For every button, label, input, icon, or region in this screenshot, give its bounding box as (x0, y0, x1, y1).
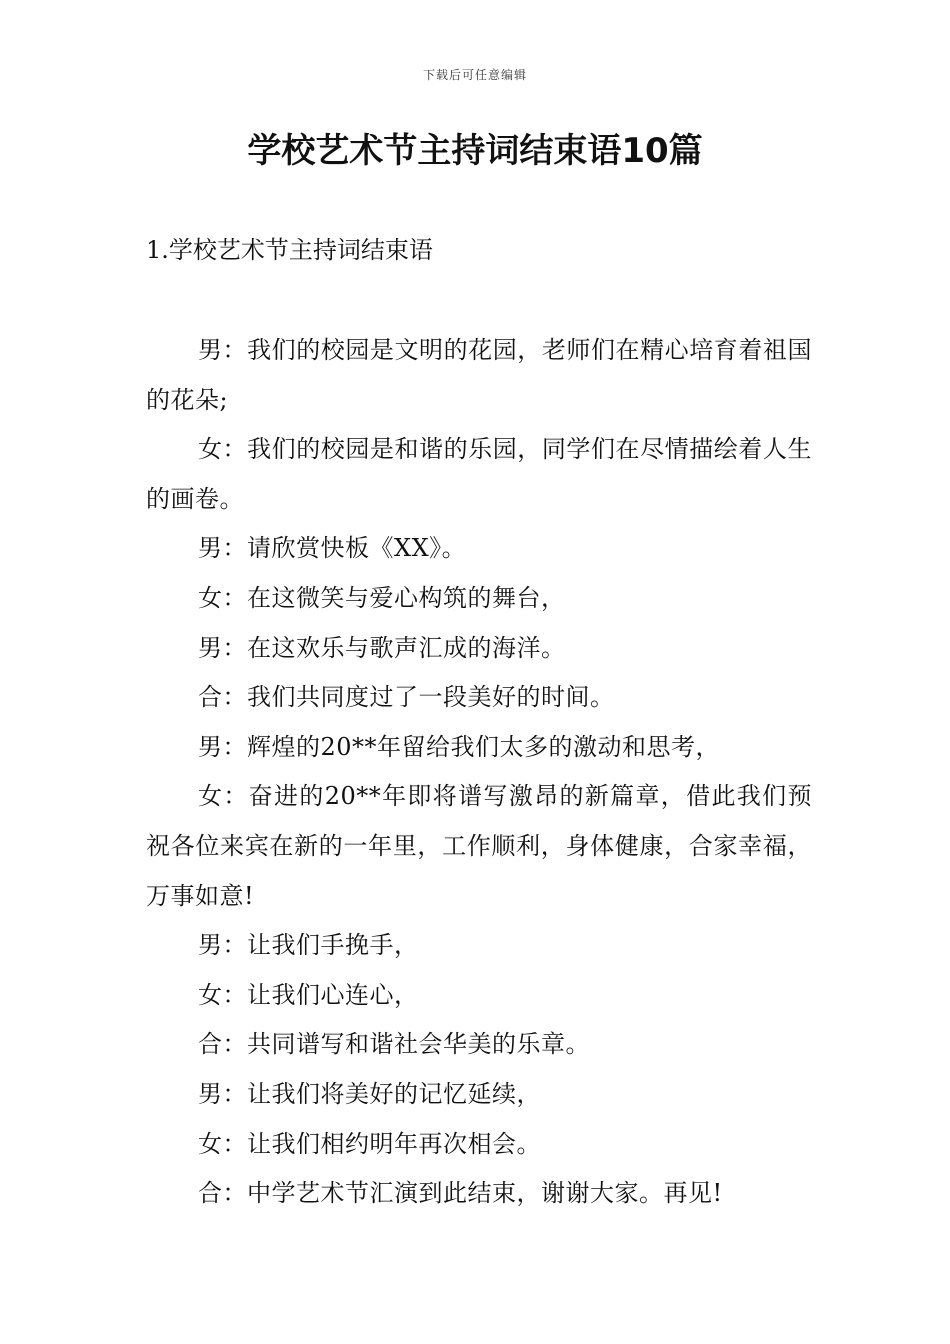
paragraph: 男：我们的校园是文明的花园，老师们在精心培育着祖国的花朵; (146, 336, 812, 414)
paragraph: 合：我们共同度过了一段美好的时间。 (198, 683, 615, 712)
paragraph: 合：中学艺术节汇演到此结束，谢谢大家。再见! (198, 1179, 723, 1208)
paragraph: 男：让我们手挽手， (198, 931, 419, 960)
paragraph: 女：让我们相约明年再次相会。 (198, 1129, 541, 1158)
paragraph: 合：共同谱写和谐社会华美的乐章。 (198, 1030, 590, 1059)
section-heading: 1.学校艺术节主持词结束语 (146, 236, 433, 264)
document-body (146, 326, 812, 1219)
paragraph: 女：在这微笑与爱心构筑的舞台， (198, 583, 566, 612)
paragraph: 女：奋进的20**年即将谱写激昂的新篇章，借此我们预祝各位来宾在新的一年里，工作顺利，身体健康，合家幸福，万事如意! (146, 782, 812, 910)
paragraph: 男：辉煌的20**年留给我们太多的激动和思考， (198, 732, 721, 761)
paragraph: 男：让我们将美好的记忆延续， (198, 1079, 541, 1108)
paragraph: 女：让我们心连心， (198, 980, 419, 1009)
paragraph: 女：我们的校园是和谐的乐园，同学们在尽情描绘着人生的画卷。 (146, 435, 812, 513)
paragraph: 男：请欣赏快板《XX》。 (198, 534, 467, 563)
paragraph: 男：在这欢乐与歌声汇成的海洋。 (198, 633, 566, 662)
header-note: 下载后可任意编辑 (422, 68, 527, 82)
document-title: 学校艺术节主持词结束语10篇 (247, 131, 703, 171)
